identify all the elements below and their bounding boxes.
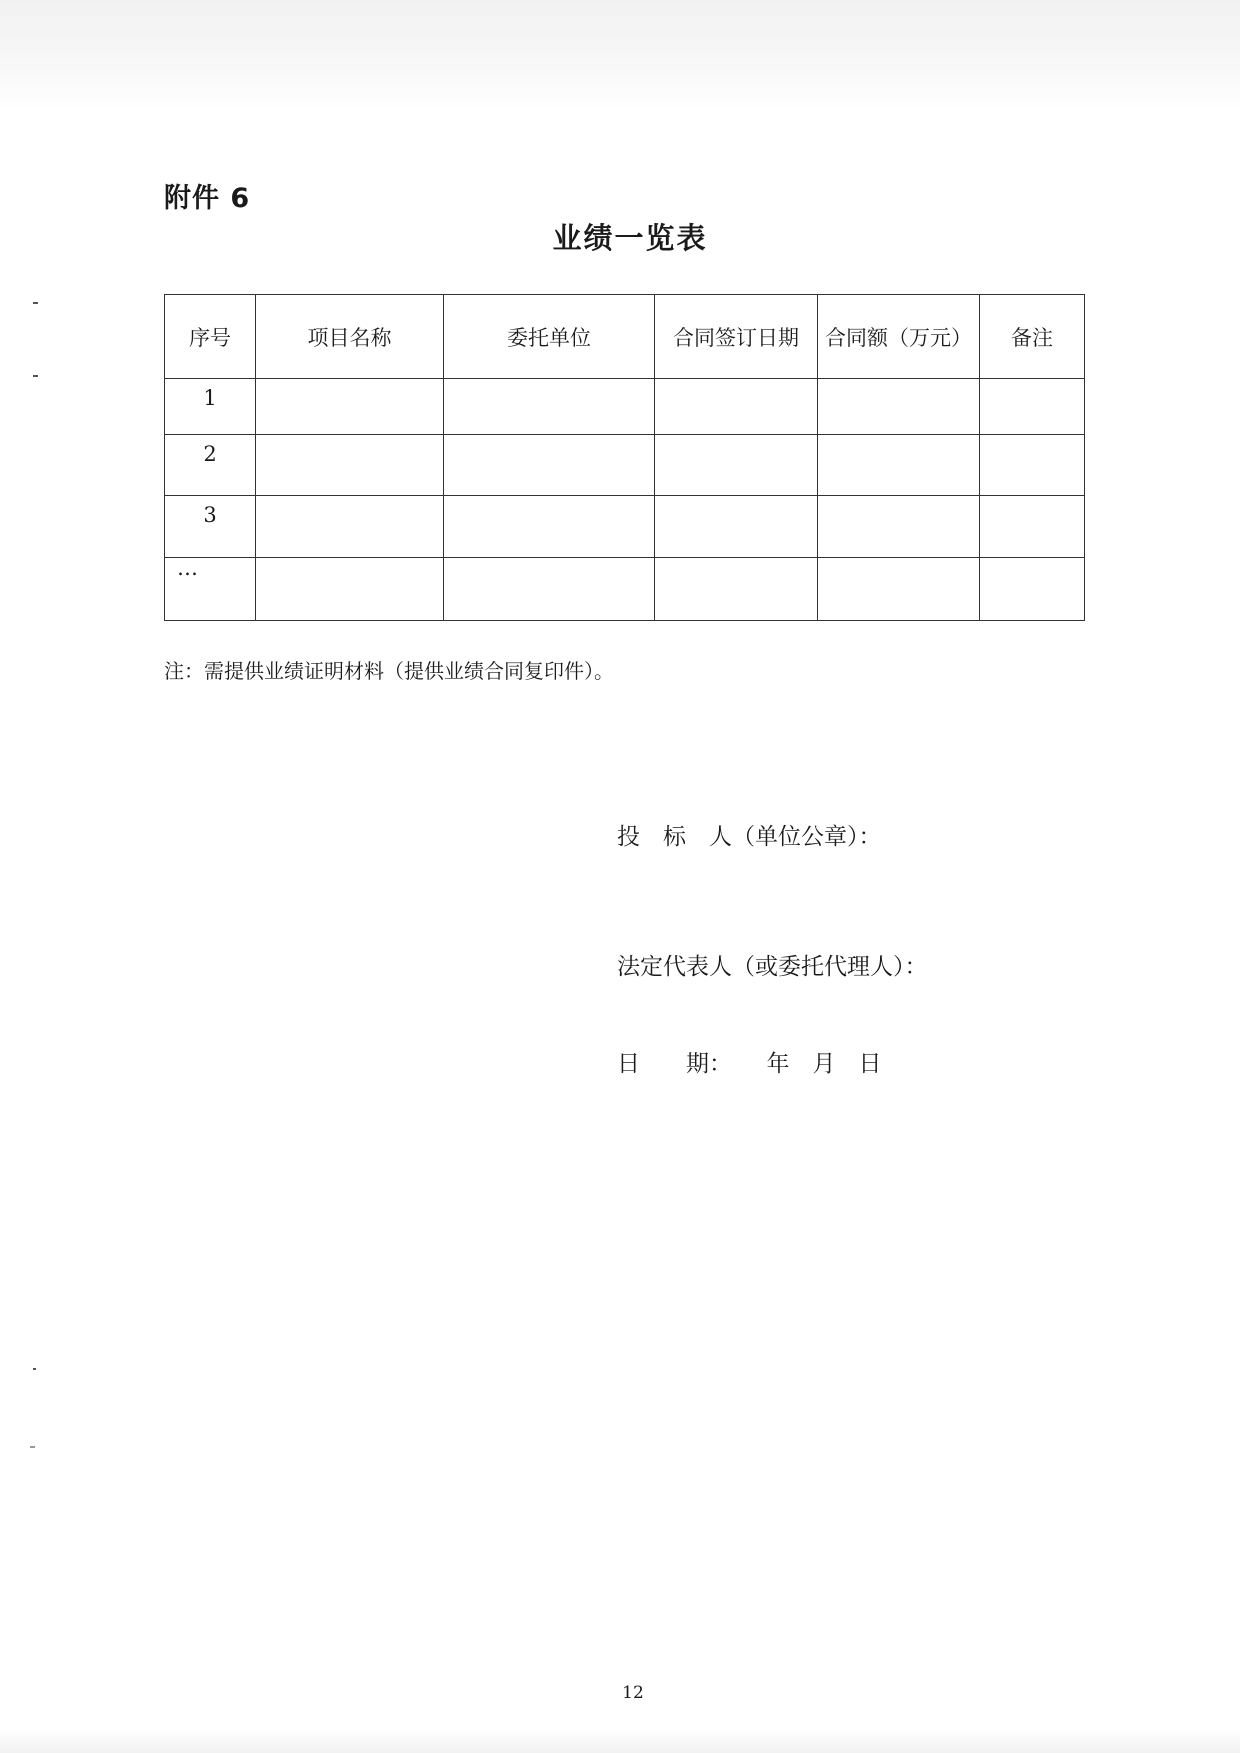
cell-remark	[980, 558, 1085, 621]
table-note: 注：需提供业绩证明材料（提供业绩合同复印件）。	[164, 659, 614, 683]
cell-seq: …	[165, 558, 256, 621]
cell-remark	[980, 496, 1085, 558]
scan-shadow-top	[0, 0, 1240, 110]
cell-project-name	[256, 435, 444, 496]
cell-seq: 3	[165, 496, 256, 558]
header-contract-amount: 合同额（万元）	[818, 295, 980, 379]
table-header-row	[165, 295, 1085, 379]
table-row	[165, 558, 1085, 621]
scan-speck	[33, 375, 38, 377]
table-row	[165, 435, 1085, 496]
cell-project-name	[256, 558, 444, 621]
performance-table	[164, 294, 1085, 621]
scan-speck	[30, 1446, 35, 1448]
legal-representative-line: 法定代表人（或委托代理人）：	[617, 954, 928, 980]
cell-client	[444, 379, 655, 435]
cell-client	[444, 496, 655, 558]
header-client: 委托单位	[444, 295, 655, 379]
cell-contract-date	[655, 435, 818, 496]
cell-contract-amount	[818, 435, 980, 496]
table-row	[165, 379, 1085, 435]
cell-project-name	[256, 379, 444, 435]
cell-remark	[980, 379, 1085, 435]
attachment-label: 附件 6	[164, 183, 251, 214]
scan-shadow-bottom	[0, 1730, 1240, 1753]
page-number: 12	[622, 1683, 644, 1703]
bidder-seal-line: 投 标 人（单位公章）：	[617, 824, 882, 850]
cell-contract-amount	[818, 496, 980, 558]
header-seq: 序号	[165, 295, 256, 379]
cell-remark	[980, 435, 1085, 496]
cell-contract-amount	[818, 379, 980, 435]
header-remark: 备注	[980, 295, 1085, 379]
header-contract-date: 合同签订日期	[655, 295, 818, 379]
cell-contract-date	[655, 558, 818, 621]
cell-client	[444, 435, 655, 496]
scan-speck	[33, 302, 38, 304]
cell-contract-date	[655, 379, 818, 435]
header-project-name: 项目名称	[256, 295, 444, 379]
cell-client	[444, 558, 655, 621]
date-line: 日 期： 年 月 日	[617, 1051, 882, 1077]
page-title: 业绩一览表	[552, 221, 708, 255]
cell-seq: 1	[165, 379, 256, 435]
table-row	[165, 496, 1085, 558]
cell-project-name	[256, 496, 444, 558]
cell-seq: 2	[165, 435, 256, 496]
cell-contract-amount	[818, 558, 980, 621]
scan-speck	[33, 1368, 36, 1370]
cell-contract-date	[655, 496, 818, 558]
